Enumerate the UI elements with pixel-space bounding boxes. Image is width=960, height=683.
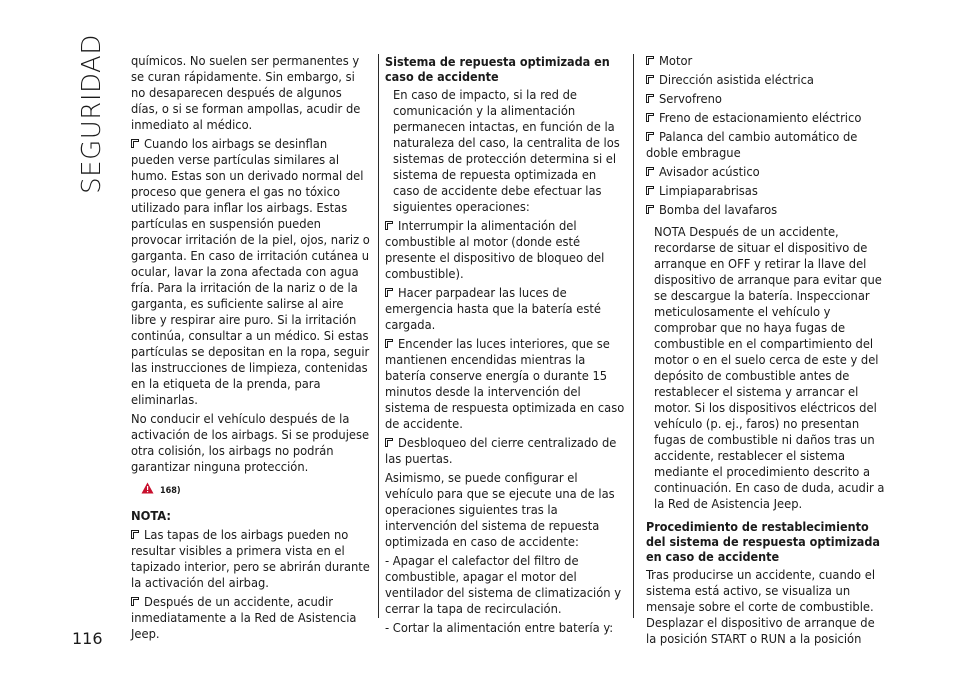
column-divider bbox=[633, 54, 634, 618]
section-heading: Procedimiento de restablecimiento del sistema de respuesta optimizada en caso de accidente bbox=[646, 519, 880, 564]
bullet-item: Cuando los airbags se desinflan pueden verse partículas similares al humo. Estas son un derivado normal del proceso que genera el gas no tóxico utilizado para inflar los airbags. Estas partículas en suspensión pueden provocar irritación de la piel, ojos, nariz o garganta. En caso de irritación cutánea u ocular, lavar la zona afectada con agua fría. Para la irritación de la nariz o de la garganta, es suficiente salirse al aire libre y respirar aire puro. Si la irritación continúa, consultar a un médico. Si estas partículas se depositan en la ropa, seguir las instrucciones de limpieza, contenidas en la etiqueta de la prenda, para eliminarlas. bbox=[131, 137, 370, 408]
bullet-icon bbox=[385, 221, 393, 230]
bullet-icon bbox=[131, 597, 139, 606]
page-number: 116 bbox=[72, 629, 103, 648]
bullet-icon bbox=[646, 113, 654, 122]
paragraph: En caso de impacto, si la red de comunicación y la alimentación permanecen intactas, en función de la naturaleza del caso, la centralita de los sistemas de protección determina si el sistema de repuesta optimizada en caso de accidente debe efectuar las siguientes operaciones: bbox=[393, 88, 620, 215]
bullet-item: Interrumpir la alimentación del combustible al motor (donde esté presente el dispositivo de bloqueo del combustible). bbox=[385, 219, 605, 282]
warning-reference: 168) bbox=[141, 482, 371, 499]
warning-triangle-icon bbox=[141, 482, 154, 499]
bullet-icon bbox=[646, 205, 654, 214]
list-item: Dirección asistida eléctrica bbox=[646, 73, 886, 89]
note-label: NOTA: bbox=[131, 509, 172, 524]
bullet-item: Después de un accidente, acudir inmediatamente a la Red de Asistencia Jeep. bbox=[131, 595, 357, 642]
note-paragraph: NOTA Después de un accidente, recordarse de situar el dispositivo de arranque en OFF y retirar la llave del dispositivo de arranque para evitar que se descargue la batería. Inspeccionar meticulosamente el vehículo y comprobar que no haya fugas de combustible en el compartimiento del motor o en el suelo cerca de este y del depósito de combustible antes de restablecer el sistema y arrancar el motor. Si los dispositivos eléctricos del vehículo (p. ej., faros) no presentan fugas de combustible ni daños tras un accidente, restablecer el sistema mediante el procedimiento descrito a continuación. En caso de duda, acudir a la Red de Asistencia Jeep. bbox=[654, 225, 885, 512]
section-heading: Sistema de repuesta optimizada en caso de accidente bbox=[385, 54, 610, 84]
list-item: Bomba del lavafaros bbox=[646, 203, 886, 219]
paragraph: químicos. No suelen ser permanentes y se curan rápidamente. Sin embargo, si no desaparecen después de algunos días, o si se forman ampollas, acudir de inmediato al médico. bbox=[131, 54, 361, 133]
bullet-icon bbox=[385, 288, 393, 297]
paragraph: - Apagar el calefactor del filtro de combustible, apagar el motor del ventilador del sistema de climatización y cerrar la tapa de recirculación. bbox=[385, 554, 622, 617]
bullet-icon bbox=[646, 75, 654, 84]
column-3 bbox=[646, 54, 886, 651]
list-item: Servofreno bbox=[646, 92, 886, 108]
bullet-icon bbox=[131, 139, 139, 148]
bullet-item: Las tapas de los airbags pueden no resultar visibles a primera vista en el tapizado interior, pero se abrirán durante la activación del airbag. bbox=[131, 528, 370, 591]
bullet-icon bbox=[646, 167, 654, 176]
bullet-item: Encender las luces interiores, que se mantienen encendidas mientras la batería conserve energía o durante 15 minutos desde la intervención del sistema de respuesta optimizada en caso de accidente. bbox=[385, 337, 625, 432]
column-1 bbox=[131, 54, 371, 646]
column-divider bbox=[378, 54, 379, 618]
column-2 bbox=[385, 54, 625, 640]
list-item: Limpiaparabrisas bbox=[646, 184, 886, 200]
list-item: Motor bbox=[646, 54, 886, 70]
list-item: Freno de estacionamiento eléctrico bbox=[646, 111, 886, 127]
bullet-icon bbox=[385, 339, 393, 348]
section-title: SEGURIDAD bbox=[77, 34, 107, 194]
paragraph: - Cortar la alimentación entre batería y: bbox=[385, 621, 614, 636]
paragraph: Tras producirse un accidente, cuando el sistema está activo, se visualiza un mensaje sobre el corte de combustible. Desplazar el dispositivo de arranque de la posición START o RUN a la posición bbox=[646, 568, 876, 647]
bullet-icon bbox=[646, 186, 654, 195]
bullet-item: Desbloqueo del cierre centralizado de las puertas. bbox=[385, 436, 617, 467]
paragraph: Asimismo, se puede configurar el vehículo para que se ejecute una de las operaciones siguientes tras la intervención del sistema de repuesta optimizada en caso de accidente: bbox=[385, 471, 615, 550]
bullet-icon bbox=[131, 530, 139, 539]
paragraph: No conducir el vehículo después de la activación de los airbags. Si se produjese otra colisión, los airbags no podrán garantizar ninguna protección. bbox=[131, 412, 370, 475]
bullet-icon bbox=[646, 132, 654, 141]
list-item: Avisador acústico bbox=[646, 165, 886, 181]
bullet-icon bbox=[646, 56, 654, 65]
list-item: Palanca del cambio automático de doble embrague bbox=[646, 130, 858, 161]
section-tab bbox=[70, 34, 114, 194]
bullet-icon bbox=[646, 94, 654, 103]
bullet-item: Hacer parpadear las luces de emergencia hasta que la batería esté cargada. bbox=[385, 286, 601, 333]
bullet-icon bbox=[385, 438, 393, 447]
component-list bbox=[646, 54, 886, 219]
